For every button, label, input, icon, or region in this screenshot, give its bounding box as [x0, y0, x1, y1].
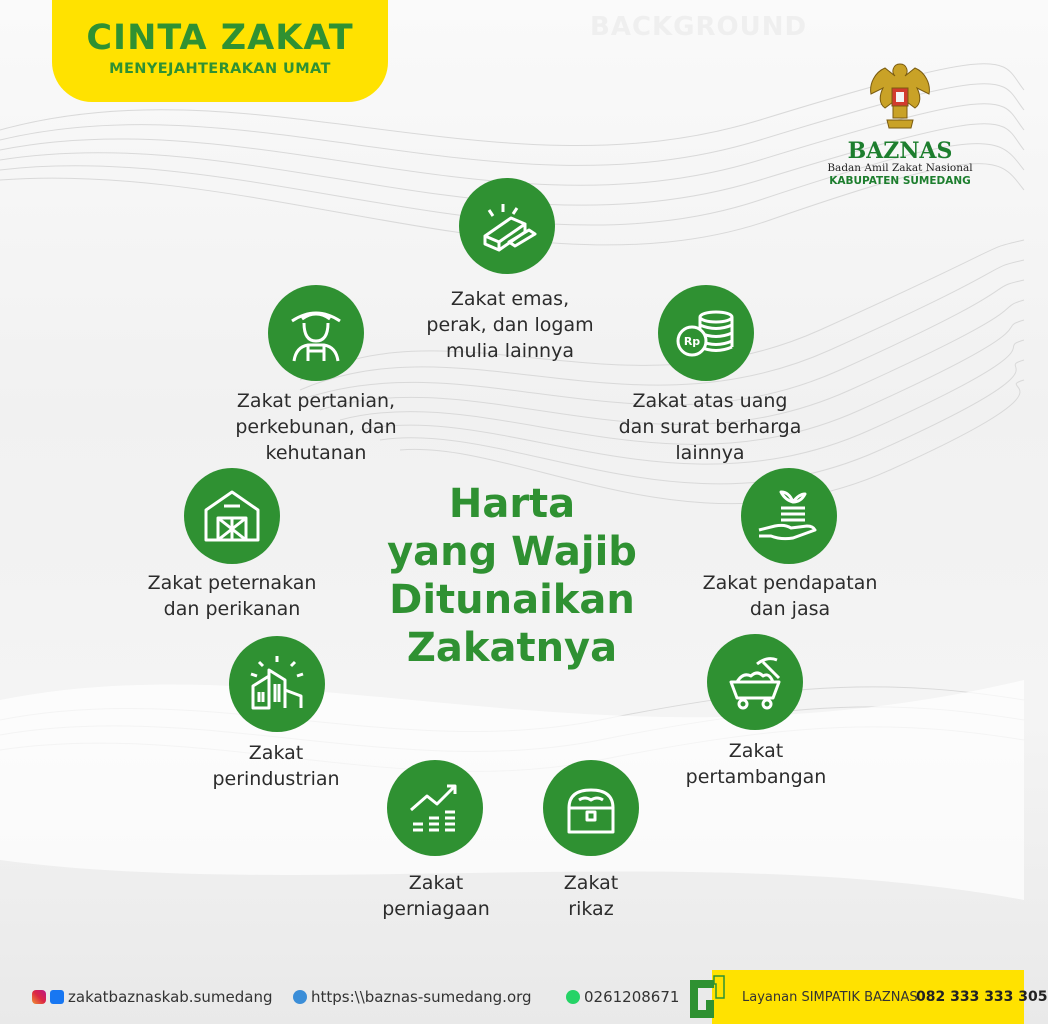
gold-bars-icon	[459, 178, 555, 274]
logo-region: KABUPATEN SUMEDANG	[829, 175, 971, 187]
banner-title: CINTA ZAKAT	[86, 18, 354, 58]
banner-subtitle: MENYEJAHTERAKAN UMAT	[109, 61, 331, 77]
factory-icon	[229, 636, 325, 732]
barn-icon	[184, 468, 280, 564]
social-handle[interactable]	[32, 988, 272, 1006]
phone-number[interactable]	[566, 988, 679, 1006]
item-label-mining: Zakat pertambangan	[685, 740, 827, 788]
service-bar	[712, 970, 1048, 1024]
baznas-logo	[820, 58, 980, 193]
background-watermark: BACKGROUND	[590, 12, 808, 42]
globe-icon	[293, 990, 307, 1004]
service-number[interactable]: 082 333 333 305	[916, 989, 1048, 1005]
whatsapp-icon	[566, 990, 580, 1004]
top-banner	[52, 0, 388, 102]
phone-text: 0261208671	[584, 988, 680, 1006]
facebook-icon	[50, 990, 64, 1004]
item-label-trade: Zakat perniagaan	[382, 872, 490, 920]
svg-text:Rp: Rp	[683, 335, 701, 348]
logo-subtitle: Badan Amil Zakat Nasional	[827, 162, 973, 174]
item-label-money: Zakat atas uang dan surat berharga lainnya	[618, 390, 802, 464]
headline: Harta yang Wajib Ditunaikan Zakatnya	[387, 481, 637, 671]
instagram-icon	[32, 990, 46, 1004]
website-link[interactable]	[293, 988, 532, 1006]
farmer-icon	[268, 285, 364, 381]
social-handle-text: zakatbaznaskab.sumedang	[68, 988, 273, 1006]
item-label-income: Zakat pendapatan dan jasa	[702, 572, 878, 620]
website-text: https:\\baznas-sumedang.org	[311, 988, 532, 1006]
logo-name: BAZNAS	[847, 138, 953, 164]
service-label: Layanan SIMPATIK BAZNAS	[742, 990, 918, 1005]
garuda-emblem-icon	[865, 58, 935, 136]
mine-cart-icon	[707, 634, 803, 730]
hand-coins-icon	[741, 468, 837, 564]
item-label-livestock: Zakat peternakan dan perikanan	[147, 572, 317, 620]
item-label-rikaz: Zakat rikaz	[563, 872, 619, 920]
simpatik-logo-icon	[684, 972, 728, 1022]
item-label-industry: Zakat perindustrian	[212, 742, 340, 790]
treasure-chest-icon	[543, 760, 639, 856]
item-label-agriculture: Zakat pertanian, perkebunan, dan kehutanan	[235, 390, 397, 464]
coins-icon	[658, 285, 754, 381]
item-label-gold: Zakat emas, perak, dan logam mulia lainnya	[426, 288, 594, 362]
